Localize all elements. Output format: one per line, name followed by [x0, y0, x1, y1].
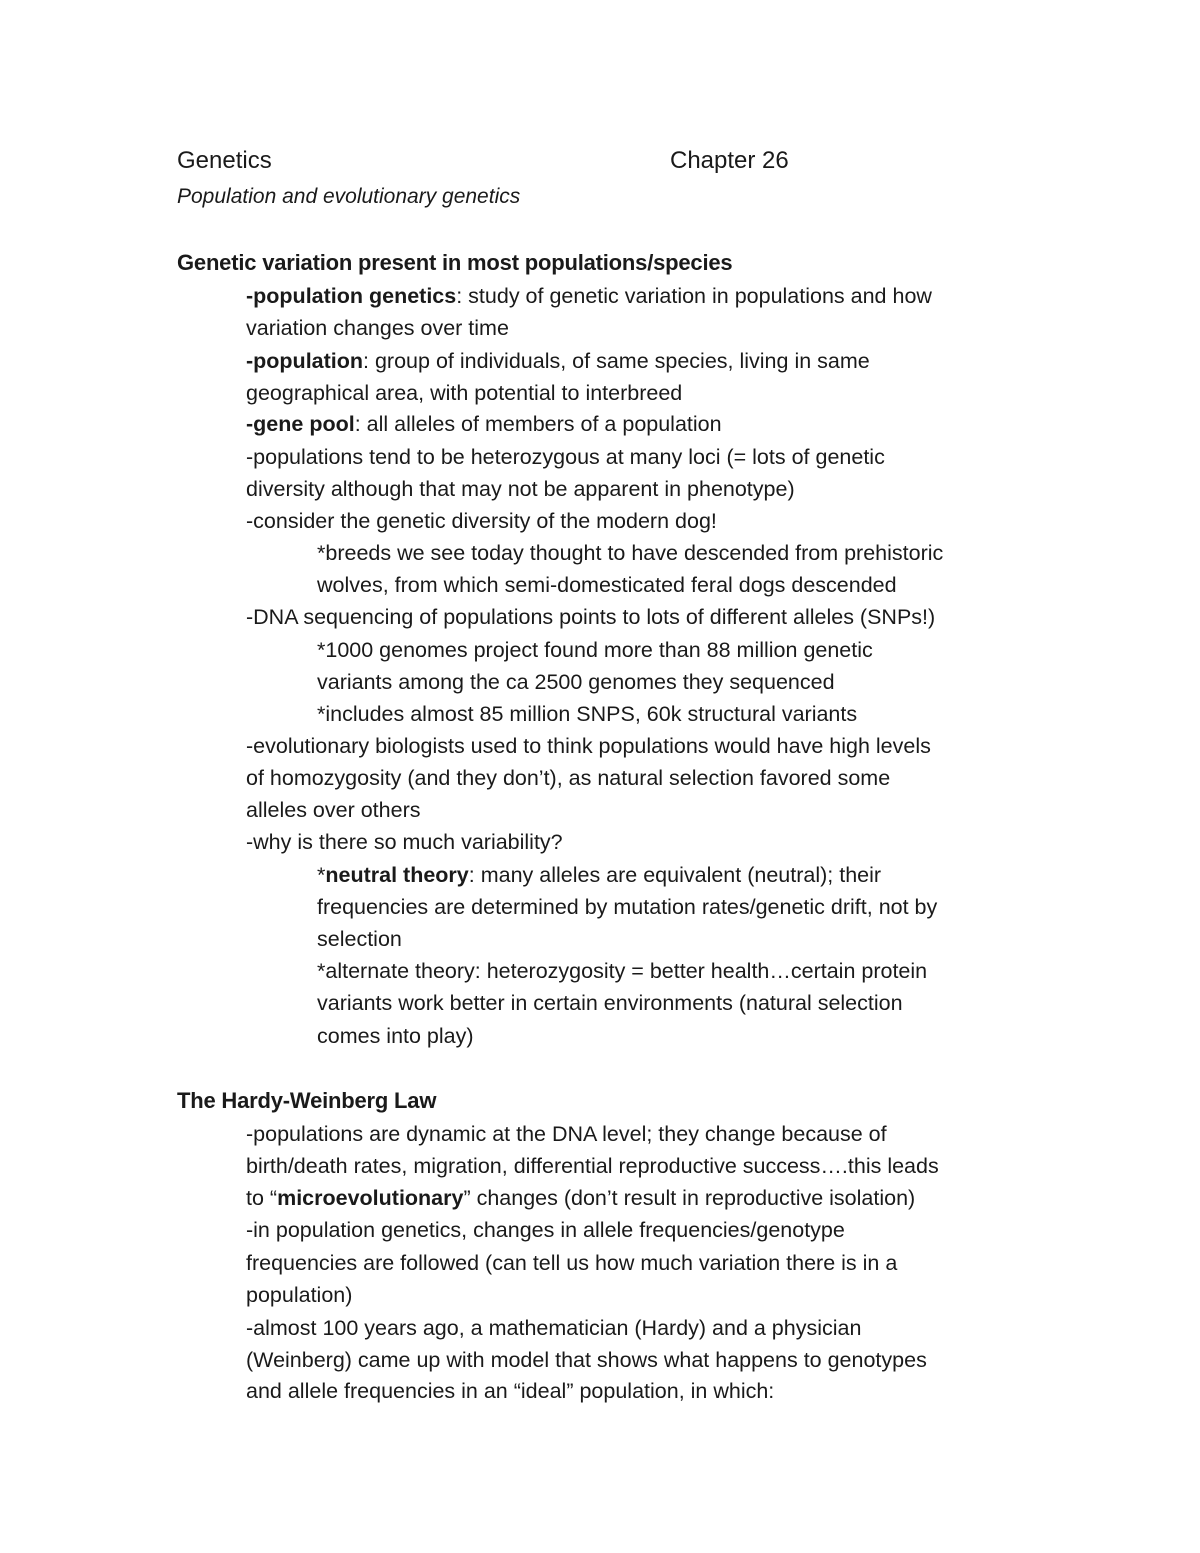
definition-population [246, 345, 870, 377]
definition-population-genetics [246, 280, 932, 312]
text-line: and allele frequencies in an “ideal” population, in which: [246, 1379, 775, 1403]
section-heading-genetic-variation: Genetic variation present in most populations/species [177, 250, 733, 275]
text-line: selection [317, 927, 402, 951]
section-heading-hardy-weinberg: The Hardy-Weinberg Law [177, 1088, 437, 1113]
text-line: frequencies are followed (can tell us how much variation there is in a [246, 1251, 898, 1275]
text-line: -populations are dynamic at the DNA level; they change because of [246, 1122, 887, 1146]
definition-text: : many alleles are equivalent (neutral); their [468, 863, 882, 887]
definition-text: : study of genetic variation in populations and how [456, 284, 932, 308]
text-line: variants work better in certain environments (natural selection [317, 991, 903, 1015]
text-line: -why is there so much variability? [246, 830, 563, 854]
definition-neutral-theory [317, 859, 881, 891]
text-line: -DNA sequencing of populations points to lots of different alleles (SNPs!) [246, 605, 936, 629]
text-line: *1000 genomes project found more than 88 million genetic [317, 638, 873, 662]
term-microevolutionary: microevolutionary [277, 1186, 464, 1210]
page-subtitle: Population and evolutionary genetics [177, 185, 521, 208]
text-line: variants among the ca 2500 genomes they sequenced [317, 670, 835, 694]
definition-microevolutionary [246, 1182, 915, 1214]
chapter-title: Chapter 26 [670, 147, 789, 174]
text-line: -in population genetics, changes in allele frequencies/genotype [246, 1218, 845, 1242]
text-line: *alternate theory: heterozygosity = better health…certain protein [317, 959, 928, 983]
text-line: diversity although that may not be apparent in phenotype) [246, 477, 795, 501]
text-line: -evolutionary biologists used to think populations would have high levels [246, 734, 931, 758]
definition-gene-pool [246, 408, 722, 440]
text-line: *breeds we see today thought to have descended from prehistoric [317, 541, 944, 565]
bullet-star: * [317, 863, 326, 887]
text-suffix: ” changes (don’t result in reproductive isolation) [463, 1186, 916, 1210]
text-line: of homozygosity (and they don’t), as natural selection favored some [246, 766, 891, 790]
course-title: Genetics [177, 147, 272, 174]
page-header [177, 143, 1077, 179]
definition-text: : all alleles of members of a population [354, 412, 722, 436]
text-line: wolves, from which semi-domesticated feral dogs descended [317, 573, 897, 597]
text-line: frequencies are determined by mutation rates/genetic drift, not by [317, 895, 938, 919]
text-line: (Weinberg) came up with model that shows what happens to genotypes [246, 1348, 927, 1372]
text-line: comes into play) [317, 1024, 474, 1048]
text-line: geographical area, with potential to interbreed [246, 381, 683, 405]
text-line: population) [246, 1283, 353, 1307]
text-line: variation changes over time [246, 316, 509, 340]
text-line: -consider the genetic diversity of the modern dog! [246, 509, 717, 533]
term-neutral-theory: neutral theory [325, 863, 469, 887]
text-line: -populations tend to be heterozygous at many loci (= lots of genetic [246, 445, 885, 469]
term-gene-pool: -gene pool [246, 412, 355, 436]
text-line: alleles over others [246, 798, 421, 822]
term-population: -population [246, 349, 364, 373]
text-line: *includes almost 85 million SNPS, 60k structural variants [317, 702, 858, 726]
definition-text: : group of individuals, of same species, living in same [363, 349, 870, 373]
text-prefix: to “ [246, 1186, 278, 1210]
text-line: birth/death rates, migration, differential reproductive success….this leads [246, 1154, 939, 1178]
text-line: -almost 100 years ago, a mathematician (Hardy) and a physician [246, 1316, 862, 1340]
term-population-genetics: -population genetics [246, 284, 457, 308]
